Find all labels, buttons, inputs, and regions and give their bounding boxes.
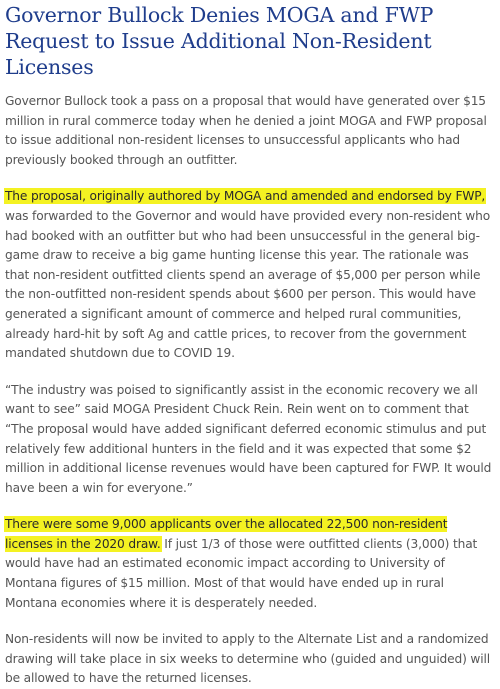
article	[0, 2, 500, 689]
article-paragraph-5: Non-residents will now be invited to apply to the Alternate List and a randomized drawing will take place in six weeks to determine who (guided and unguided) will be allowed to have the returned licenses.	[5, 632, 490, 686]
paragraph-text: If just 1/3 of those were outfitted clients (3,000) that would have had an estimated economic impact according to University of Montana figures of $15 million. Most of that would have ended up in rural Montana economies where it is desperately needed.	[5, 536, 478, 610]
article-paragraph-2	[5, 187, 494, 363]
paragraph-text: was forwarded to the Governor and would have provided every non-resident who had booked with an outfitter but who had been unsuccessful in the general big-game draw to receive a big game hunting license this year. The rationale was that non-resident outfitted clients spend an average of $5,000 per person while the non-outfitted non-resident spends about $600 per person. This would have generated a significant amount of commerce and helped rural communities, already hard-hit by soft Ag and cattle prices, to recover from the government mandated shutdown due to COVID 19.	[5, 208, 491, 361]
highlighted-text: There were some 9,000 applicants over the allocated 22,500 non-resident licenses in the 2020 draw.	[5, 517, 448, 551]
article-paragraph-3: “The industry was poised to significantly assist in the economic recovery we all want to see” said MOGA President Chuck Rein. Rein went on to comment that “The proposal would have added significant deferred economic stimulus and put relatively few additional hunters in the field and it was expected that some $2 million in additional license revenues would have been captured for FWP. It would have been a win for everyone.”	[5, 382, 492, 495]
highlighted-text: The proposal, originally authored by MOGA and amended and endorsed by FWP,	[5, 189, 486, 204]
article-title: Governor Bullock Denies MOGA and FWP Request to Issue Additional Non-Resident Licenses	[5, 3, 434, 79]
article-paragraph-1: Governor Bullock took a pass on a proposal that would have generated over $15 million in rural commerce today when he denied a joint MOGA and FWP proposal to issue additional non-resident licenses to unsuccessful applicants who had previously booked through an outfitter.	[5, 94, 487, 167]
article-paragraph-4	[5, 515, 494, 613]
